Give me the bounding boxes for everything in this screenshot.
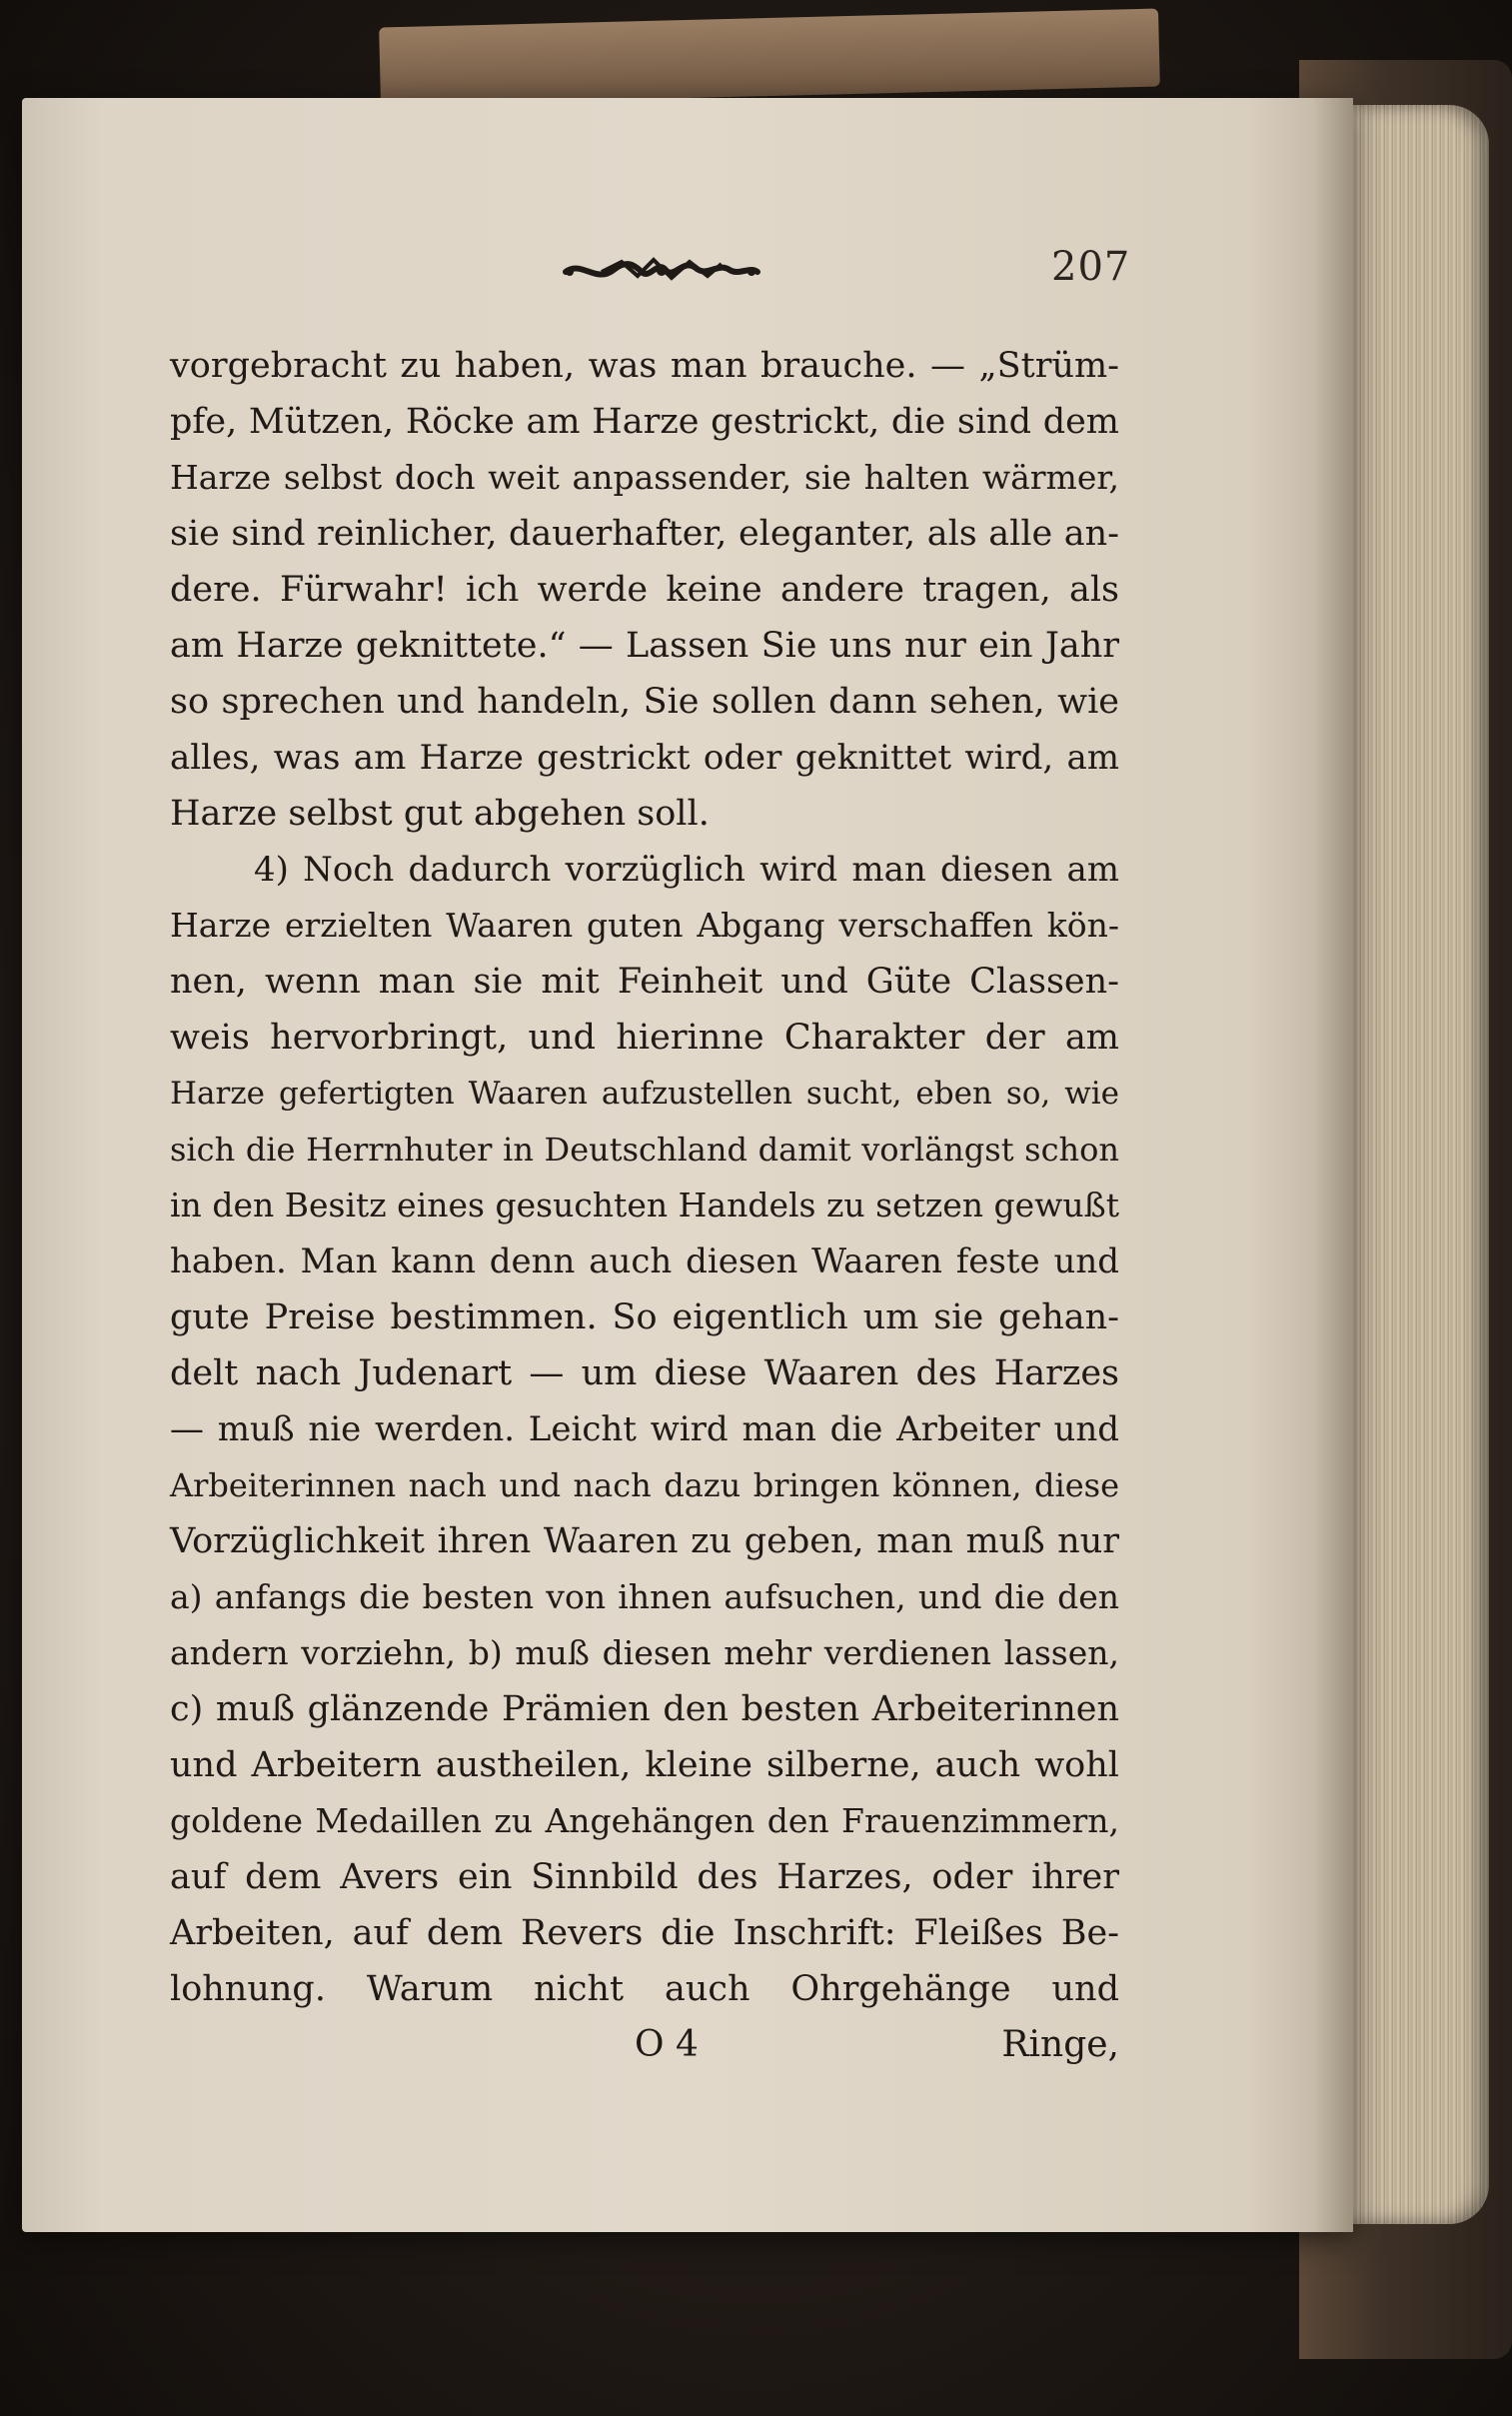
text-line: 4) Noch dadurch vorzüglich wird man diesen am: [254, 850, 1119, 890]
text-line: c) muß glänzende Prämien den besten Arbeiterinnen: [170, 1689, 1119, 1729]
text-line: Harze selbst doch weit anpassender, sie halten wärmer,: [170, 458, 1119, 497]
text-line: sich die Herrnhuter in Deutschland damit vorlängst schon: [170, 1131, 1119, 1169]
text-line: delt nach Judenart — um diese Waaren des Harzes: [170, 1353, 1119, 1393]
text-line: gute Preise bestimmen. So eigentlich um sie gehan-: [170, 1297, 1119, 1337]
text-line: pfe, Mützen, Röcke am Harze gestrickt, die sind dem: [170, 402, 1119, 442]
text-line: nen, wenn man sie mit Feinheit und Güte Classen-: [170, 962, 1119, 1002]
text-line: Harze erzielten Waaren guten Abgang verschaffen kön-: [170, 906, 1119, 945]
text-line: alles, was am Harze gestrickt oder geknittet wird, am: [170, 738, 1119, 778]
text-line: vorgebracht zu haben, was man brauche. — „Strüm-: [170, 346, 1119, 386]
text-line: Arbeiten, auf dem Revers die Inschrift: Fleißes Be-: [170, 1913, 1119, 1953]
catchword: Ringe,: [1001, 2024, 1119, 2065]
text-line: a) anfangs die besten von ihnen aufsuchen, und die den: [170, 1577, 1119, 1616]
text-line: so sprechen und handeln, Sie sollen dann sehen, wie: [170, 682, 1119, 722]
text-line: dere. Fürwahr! ich werde keine andere tragen, als: [170, 570, 1119, 610]
text-line: weis hervorbringt, und hierinne Charakter der am: [170, 1018, 1119, 1058]
text-line: in den Besitz eines gesuchten Handels zu setzen gewußt: [170, 1186, 1119, 1224]
text-line: am Harze geknittete.“ — Lassen Sie uns nur ein Jahr: [170, 626, 1119, 666]
text-line: Arbeiterinnen nach und nach dazu bringen können, diese: [170, 1466, 1119, 1504]
text-line: haben. Man kann denn auch diesen Waaren feste und: [170, 1241, 1119, 1281]
text-line: sie sind reinlicher, dauerhafter, eleganter, als alle an-: [170, 514, 1119, 554]
ornament-icon: [562, 250, 761, 292]
text-line: Vorzüglichkeit ihren Waaren zu geben, man muß nur: [170, 1521, 1119, 1561]
text-line: auf dem Avers ein Sinnbild des Harzes, oder ihrer: [170, 1857, 1119, 1897]
text-line: Harze selbst gut abgehen soll.: [170, 794, 710, 834]
text-line: lohnung. Warum nicht auch Ohrgehänge und: [170, 1969, 1119, 2009]
page-edges: [1329, 105, 1489, 2224]
text-line: und Arbeitern austheilen, kleine silberne, auch wohl: [170, 1745, 1119, 1785]
text-line: andern vorziehn, b) muß diesen mehr verdienen lassen,: [170, 1633, 1119, 1672]
page-footer: [170, 2017, 1119, 2073]
text-line: goldene Medaillen zu Angehängen den Frauenzimmern,: [170, 1801, 1119, 1840]
signature-mark: O 4: [635, 2024, 699, 2065]
text-line: Harze gefertigten Waaren aufzustellen sucht, eben so, wie: [170, 1076, 1119, 1112]
page-number: 207: [1051, 244, 1131, 290]
book-page: [22, 98, 1353, 2232]
text-line: — muß nie werden. Leicht wird man die Arbeiter und: [170, 1409, 1119, 1449]
